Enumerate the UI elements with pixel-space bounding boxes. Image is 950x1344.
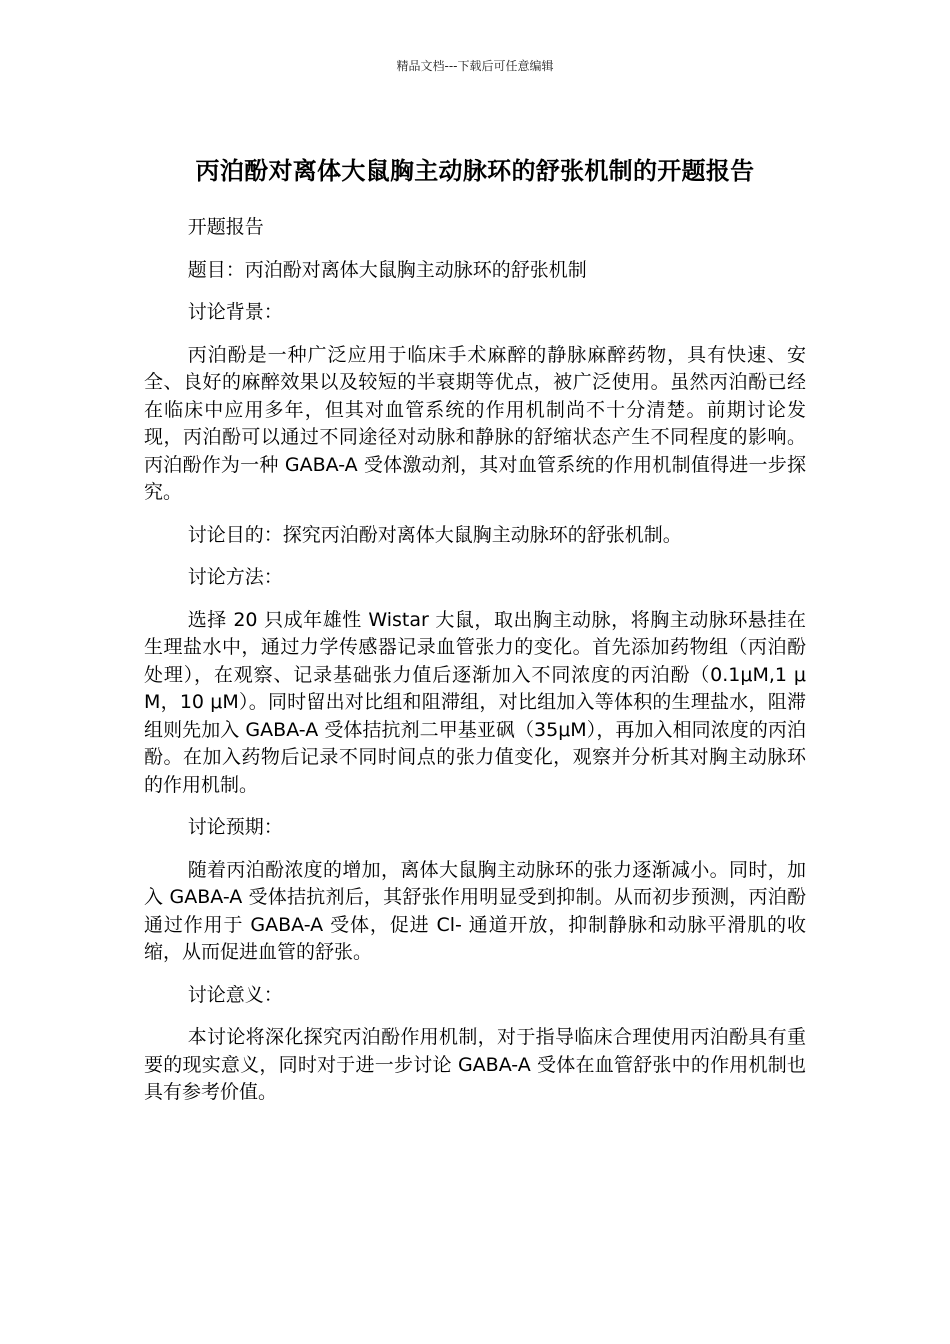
report-label: 开题报告 xyxy=(187,216,264,238)
section-heading-methods: 讨论方法： xyxy=(187,566,283,588)
significance-paragraph: 本讨论将深化探究丙泊酚作用机制，对于指导临床合理使用丙泊酚具有重要的现实意义，同时对于进一步讨论 GABA-A 受体在血管舒张中的作用机制也具有参考价值。 xyxy=(144,1026,806,1103)
section-heading-background: 讨论背景： xyxy=(187,301,283,323)
objective-line: 讨论目的：探究丙泊酚对离体大鼠胸主动脉环的舒张机制。 xyxy=(187,523,682,546)
methods-paragraph: 选择 20 只成年雄性 Wistar 大鼠，取出胸主动脉，将胸主动脉环悬挂在生理盐水中，通过力学传感器记录血管张力的变化。首先添加药物组（丙泊酚处理），在观察、记录基础张力值后逐渐加入不同浓度的丙泊酚（0.1μM,1 μM，10 μM）。同时留出对比组和阻滞组，对比组加入等体积的生理盐水，阻滞组则先加入 GABA-A 受体拮抗剂二甲基亚砜（35μM），再加入相同浓度的丙泊酚。在加入药物后记录不同时间点的张力值变化，观察并分析其对胸主动脉环的作用机制。 xyxy=(144,608,806,796)
topic-line: 题目：丙泊酚对离体大鼠胸主动脉环的舒张机制 xyxy=(187,258,587,281)
document-title: 丙泊酚对离体大鼠胸主动脉环的舒张机制的开题报告 xyxy=(195,157,755,186)
section-heading-significance: 讨论意义： xyxy=(187,983,283,1006)
background-paragraph: 丙泊酚是一种广泛应用于临床手术麻醉的静脉麻醉药物，具有快速、安全、良好的麻醉效果以及较短的半衰期等优点，被广泛使用。虽然丙泊酚已经在临床中应用多年，但其对血管系统的作用机制尚不十分清楚。前期讨论发现，丙泊酚可以通过不同途径对动脉和静脉的舒缩状态产生不同程度的影响。丙泊酚作为一种 GABA-A 受体激动剂，其对血管系统的作用机制值得进一步探究。 xyxy=(144,343,806,503)
section-heading-expectation: 讨论预期： xyxy=(187,816,283,838)
document-body xyxy=(144,214,806,1122)
expectation-paragraph: 随着丙泊酚浓度的增加，离体大鼠胸主动脉环的张力逐渐减小。同时，加入 GABA-A 受体拮抗剂后，其舒张作用明显受到抑制。从而初步预测，丙泊酚通过作用于 GABA-A 受体，促进 Cl- 通道开放，抑制静脉和动脉平滑肌的收缩，从而促进血管的舒张。 xyxy=(144,858,806,963)
page-header: 精品文档---下载后可任意编辑 xyxy=(396,59,554,73)
